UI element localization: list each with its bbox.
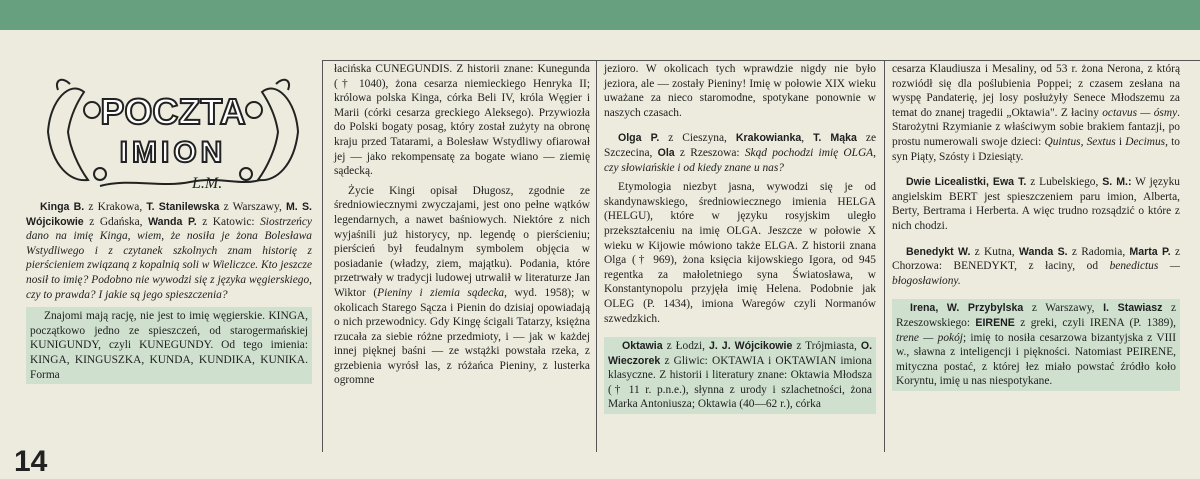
kinga-legend-end: jezioro. W okolicach tych wprawdzie nigdy nie było jeziora, ale — zostały Pieniny! Imię w połowie XIX wieku uważane za nieco staromodne, spotykane ponownie w naszych czasach. xyxy=(604,63,876,119)
page-number: 14 xyxy=(14,445,48,478)
letter-olga: Olga P. z Cieszyna, Krakowianka, T. Mąka ze Szczecina, Ola z Rzeszowa: Skąd pochodzi imię OLGA, czy słowiańskie i od kiedy znane u nas? xyxy=(604,132,877,174)
kinga-legend: Życie Kingi opisał Długosz, zgodnie ze średniowiecznymi zwyczajami, jest ono pełne wątków legendarnych, a nawet baśniowych. Niektóre z nich wyjaśnili już historycy, np. legendę o pierścieniu; pierścień był feudalnym symbolem objęcia w posiadanie (władzy, ziem, majątku). Podania, które przetrwały w tradycji ludowej utrwalił w literaturze Jan Wiktor (Pieniny i ziemia sądecka, wyd. 1958); w okolicach Starego Sącza i Pienin do dzisiaj opowiadają o nich przewodnicy. Gdy Kingę ścigali Tatarzy, księżna rzucała za siebie różne przedmioty, i — jak w każdej innej pięknej baśni — ze wstążki powstała rzeka, z grzebienia wyrósł las, z różańca Pieniny, z lusterka ogromne xyxy=(334,184,590,387)
column-2 xyxy=(334,62,590,393)
answer-kinga: Znajomi mają rację, nie jest to imię węgierskie. KINGA, początkowo jedno ze spieszczeń, od starogermańskiej KUNIGUNDY, czyli KUNEGUNDY. Od tego imienia: KINGA, KINGUSZKA, KUNDA, KUNDIKA, KUNIKA. Forma xyxy=(26,307,312,384)
logo-title-line1: POCZTA xyxy=(100,91,246,132)
right-tulip-icon xyxy=(258,88,298,180)
column-1 xyxy=(26,200,312,389)
answer-oktawia-cont: cesarza Klaudiusza i Mesaliny, od 53 r. żona Nerona, z którą rozwiódł się dla poślubienia Poppei; z czasem zesłana na wyspę Pandaterię, jej losy posłużyły Senece Młodszemu za temat do znanej tragedii „Oktawia". Z łaciny octavus — ósmy. Starożytni Rzymianie z właściwym sobie brakiem fantazji, po prostu numerowali swoje dzieci: Quintus, Sextus i Decimus, to syn Piąty, Szósty i Dziesiąty. xyxy=(892,63,1180,163)
column-divider-2 xyxy=(596,60,597,452)
answer-kinga-cont: łacińska CUNEGUNDIS. Z historii znane: Kunegunda († 1040), żona cesarza niemieckiego Henryka II; królowa polska Kinga, córka Beli IV, króla Węgier i Marii (córki cesarza greckiego Aleksego). Przywiozła do Polski bogaty posag, który został zużyty na obronę kraju przed Tatarami, a Bolesław Wstydliwy ofiarował jej — jako rekompensatę za bogate wiano — ziemię sądecką. xyxy=(334,63,590,178)
logo-signature: L.M. xyxy=(192,175,223,192)
letter-irena: Irena, W. Przybylska z Warszawy, I. Stawiasz z Rzeszowskiego: EIRENE z greki, czyli IRENA (P. 1389), trene — pokój; imię to nosiła cesarzowa bizantyjska z VIII w., sławna z inteligencji i piękności. Natomiast PEIRENE, mityczna postać, z której łez miało powstać źródło koło Koryntu, imię u nas niespotykane. xyxy=(892,299,1180,391)
top-color-band xyxy=(0,0,1200,30)
letter-oktawia: Oktawia z Łodzi, J. J. Wójcikowie z Trójmiasta, O. Wieczorek z Gliwic: OKTAWIA i OKTAWIAN imiona klasyczne. Z historii i literatury znane: Oktawia Młodsza († 11 r. p.n.e.), słynna z urody i szlachetności, żona Marka Antoniusza; Oktawia (40—62 r.), córka xyxy=(604,337,876,414)
logo-title-line2: IMION xyxy=(119,136,227,169)
column-3 xyxy=(604,62,876,419)
top-column-rule xyxy=(322,60,1200,61)
column-divider-3 xyxy=(884,60,885,452)
flower-icon xyxy=(84,102,100,118)
letter-kinga: Kinga B. z Krakowa, T. Stanilewska z Warszawy, M. S. Wójcikowie z Gdańska, Wanda P. z Katowic: Siostrzeńcy dano na imię Kinga, wiem, że nosiła je żona Bolesława Wstydliwego i z czytanek szkolnych znam historię z pierścieniem związaną z kopalnią soli w Wieliczce. Kto jeszcze nosił to imię? Podobno nie wywodzi się z języka węgierskiego, czy to prawda? I jakie są jego spieszczenia? xyxy=(26,201,312,301)
letter-benedykt: Benedykt W. z Kutna, Wanda S. z Radomia, Marta P. z Chorzowa: BENEDYKT, z łaciny, od benedictus — błogosławiony. xyxy=(892,245,1181,287)
letter-bert: Dwie Licealistki, Ewa T. z Lubelskiego, S. M.: W języku angielskim BERT jest spieszczeniem paru imion, Alberta, Berty, Bertrama i Herberta. A więc trudno rozsądzić o które z nich chodzi. xyxy=(892,176,1180,232)
column-4 xyxy=(892,62,1180,396)
column-divider-1 xyxy=(322,60,323,452)
left-tulip-icon xyxy=(48,88,88,180)
poczta-imion-logo xyxy=(40,70,306,194)
answer-olga: Etymologia niezbyt jasna, wywodzi się je od skandynawskiego, średniowiecznego imienia HELGA (HELGU), które w języku rosyjskim uległo przekształceniu na imię OLGA. Jeszcze w połowie X wieku w Kijowie mówiono także ELGA. Z historii znana Olga († 969), żona księcia kijowskiego Igora, od 945 regentka za małoletniego syna Światosława, w Konstantynopolu przyjęła imię Helena. Podobnie jak OLEG (P. 1434), imiona Waregów czyli Normanów szwedzkich. xyxy=(604,181,876,325)
